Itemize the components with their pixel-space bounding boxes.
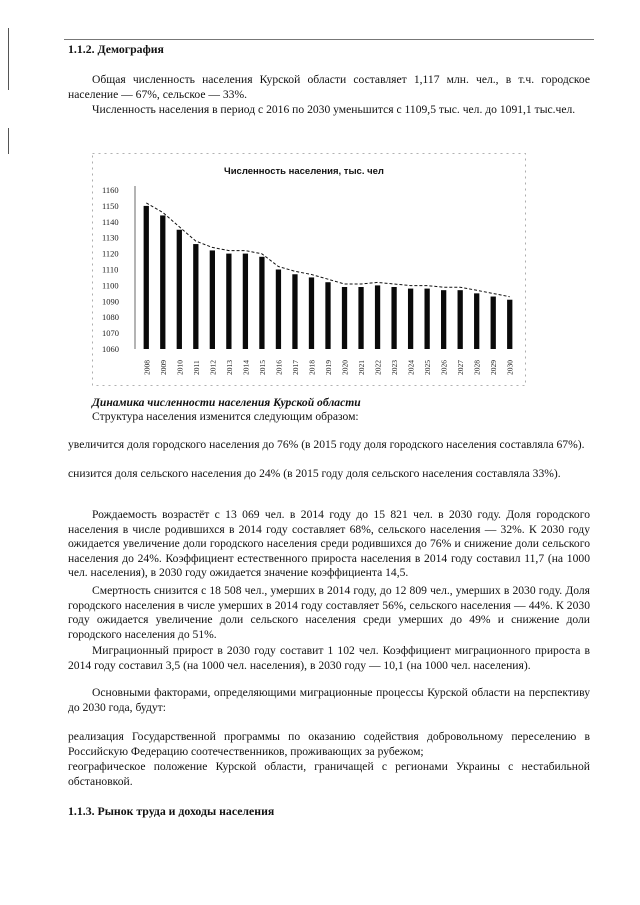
x-tick-label: 2010	[175, 360, 185, 375]
population-chart	[92, 153, 526, 386]
structure-intro: Структура населения изменится следующим образом:	[92, 410, 359, 423]
x-tick-label: 2019	[324, 360, 333, 375]
y-tick-label: 1070	[102, 328, 119, 339]
bar-2013	[226, 254, 231, 349]
bar-2016	[276, 270, 281, 350]
y-tick-label: 1160	[102, 185, 119, 195]
bar-2010	[177, 230, 182, 349]
x-tick-label: 2009	[158, 360, 168, 375]
x-tick-label: 2029	[489, 360, 499, 375]
y-tick-label: 1060	[102, 344, 119, 354]
bar-2028	[474, 293, 479, 349]
bar-2015	[259, 257, 264, 349]
x-tick-label: 2023	[390, 360, 400, 375]
x-tick-label: 2028	[472, 360, 482, 375]
bar-2026	[441, 290, 446, 349]
x-tick-label: 2018	[307, 360, 317, 375]
bar-2029	[491, 297, 496, 349]
margin-line	[8, 28, 9, 90]
x-tick-label: 2022	[373, 360, 383, 375]
x-tick-label: 2017	[290, 360, 300, 375]
bar-2018	[309, 277, 314, 349]
y-tick-label: 1110	[102, 264, 119, 275]
x-tick-label: 2008	[142, 360, 152, 375]
factor-item-2: географическое положение Курской области, граничащей с регионами Украины с нестабильной обстановкой.	[68, 760, 590, 788]
y-tick-label: 1090	[102, 296, 119, 307]
bar-2009	[160, 215, 165, 349]
x-axis	[142, 360, 514, 375]
factors-paragraph: Основными факторами, определяющими миграционные процессы Курской области на перспективу до 2030 года, будут:	[68, 686, 590, 714]
x-tick-label: 2025	[423, 360, 433, 375]
factor-item-1: реализация Государственной программы по оказанию содействия добровольному переселению в Российскую Федерацию соотечественников, проживающих за рубежом;	[68, 730, 590, 758]
chart-border	[93, 154, 526, 386]
bar-2022	[375, 285, 380, 349]
bar-series	[144, 206, 513, 349]
y-tick-label: 1080	[102, 312, 119, 323]
y-tick-label: 1140	[102, 216, 119, 227]
bar-2020	[342, 287, 347, 349]
bar-2017	[292, 274, 297, 349]
y-tick-label: 1120	[102, 248, 119, 259]
x-tick-label: 2030	[505, 360, 515, 375]
bar-2027	[458, 290, 463, 349]
x-tick-label: 2013	[224, 360, 234, 375]
bar-2023	[391, 287, 396, 349]
bar-2025	[424, 289, 429, 349]
intro-paragraph-2: Численность населения в период с 2016 по 2030 уменьшится с 1109,5 тыс. чел. до 1091,1 тыс.чел.	[92, 103, 576, 116]
y-tick-label: 1130	[102, 232, 119, 243]
birth-paragraph: Рождаемость возрастёт с 13 069 чел. в 2014 году до 15 821 чел. в 2030 году. Доля городского населения в числе родившихся в 2014 году составляет 68%, сельского населения — 32%. К 2030 году ожидается увеличение доли городского населения среди родившихся до 76% и снижение доли сельского населения до 24%. Коэффициент естественного прироста населения в 2014 году составил 11,7 (на 1000 чел. населения), в 2030 году ожидается значение коэффициента 14,5.	[68, 508, 590, 580]
next-section-heading: 1.1.3. Рынок труда и доходы населения	[68, 804, 275, 818]
bar-2021	[358, 287, 363, 349]
margin-line	[8, 128, 9, 154]
x-tick-label: 2015	[257, 360, 267, 375]
bar-2024	[408, 289, 413, 349]
intro-paragraph-1: Общая численность населения Курской области составляет 1,117 млн. чел., в т.ч. городское население — 67%, сельское — 33%.	[68, 73, 590, 101]
x-tick-label: 2021	[357, 360, 367, 375]
x-tick-label: 2020	[340, 360, 350, 375]
header-rule	[64, 39, 594, 40]
x-tick-label: 2014	[241, 360, 251, 375]
bar-2011	[193, 244, 198, 349]
x-tick-label: 2016	[274, 360, 284, 375]
y-tick-label: 1100	[102, 280, 119, 291]
x-tick-label: 2011	[191, 360, 201, 375]
bar-2012	[210, 250, 215, 349]
structure-item-1: увеличится доля городского населения до 76% (в 2015 году доля городского населения составляла 67%).	[68, 438, 585, 451]
x-tick-label: 2027	[456, 360, 466, 375]
bar-2030	[507, 300, 512, 349]
bar-2008	[144, 206, 149, 349]
section-heading: 1.1.2. Демография	[68, 42, 164, 56]
x-tick-label: 2024	[406, 360, 416, 375]
chart-caption: Динамика численности населения Курской области	[92, 396, 361, 409]
chart-title: Численность населения, тыс. чел	[224, 166, 384, 177]
y-tick-label: 1150	[102, 200, 119, 211]
bar-2019	[325, 282, 330, 349]
x-tick-label: 2026	[439, 360, 449, 375]
x-tick-label: 2012	[208, 360, 218, 375]
bar-2014	[243, 254, 248, 349]
migration-paragraph: Миграционный прирост в 2030 году составит 1 102 чел. Коэффициент миграционного прироста в 2014 году составил 3,5 (на 1000 чел. населения), в 2030 году — 10,1 (на 1000 чел. населения).	[68, 644, 590, 672]
death-paragraph: Смертность снизится с 18 508 чел., умерших в 2014 году, до 12 809 чел., умерших в 2030 году. Доля городского населения в числе умерших в 2014 году составляет 56%, сельского населения — 44%. К 2030 году ожидается увеличение доли сельского населения среди умерших до 49% и снижение доли городского населения до 51%.	[68, 584, 590, 641]
structure-item-2: снизится доля сельского населения до 24% (в 2015 году доля сельского населения составляла 33%).	[68, 467, 561, 480]
y-axis	[102, 185, 135, 354]
